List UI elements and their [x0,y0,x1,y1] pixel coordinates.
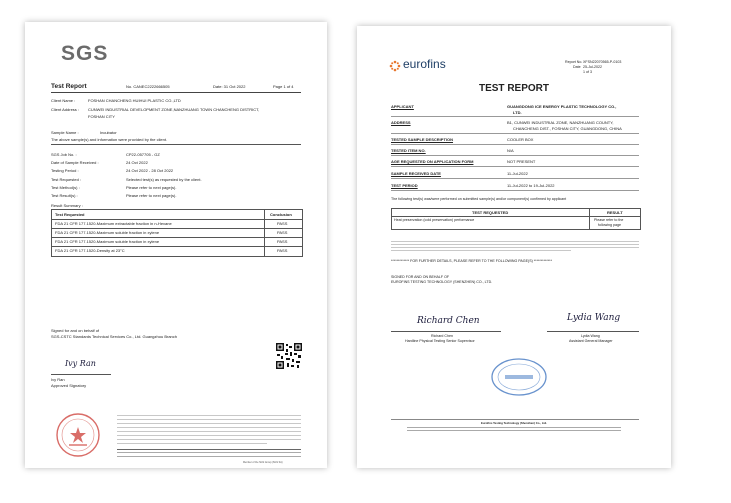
sgs-test-result: Please refer to next page(s). [126,193,177,198]
eurofins-table-header-test: TEST REQUESTED [472,210,509,215]
eurofins-table-row-result-line1: Please refer to the [594,218,624,222]
sgs-page-number: Page 1 of 4 [273,84,294,89]
eurofins-age-label: AGE REQUESTED ON APPLICATION FORM [391,159,474,164]
sgs-report-page [25,22,327,468]
sgs-testing-period: 24 Oct 2022 - 28 Oct 2022 [126,168,174,173]
eurofins-date: 25-Jul-2022 [583,65,602,69]
eurofins-signed-line2: EUROFINS TESTING TECHNOLOGY (SHENZHEN) CO., LTD. [391,280,493,284]
eurofins-applicant-line2: LTD. [513,110,522,115]
sgs-summary-row-2-conclusion: PASS [277,230,288,235]
sgs-sample-name-label: Sample Name : [51,130,79,135]
sgs-summary-label: Result Summary : [51,203,83,208]
sgs-signature: Ivy Ran [65,359,96,368]
eurofins-logo-icon [389,59,401,71]
sgs-testing-period-label: Testing Period : [51,168,79,173]
eurofins-title: TEST REPORT [478,83,549,94]
eurofins-received-label: SAMPLE RECEIVED DATE [391,171,441,176]
sgs-job-no-label: SGS Job No. : [51,152,77,157]
eurofins-sample-desc-label: TESTED SAMPLE DESCRIPTION [391,137,454,142]
eurofins-table-row-test: Heat preservation (cold preservation) performance [394,218,475,222]
eurofins-signature-2: Lydia Wang [567,313,621,323]
eurofins-signature-1: Richard Chen [417,316,480,326]
sgs-summary-row-3-conclusion: PASS [277,239,288,244]
sgs-summary-table [51,209,303,257]
sgs-signatory-name: Ivy Ran [51,377,65,382]
sgs-sample-note: The above sample(s) and information were provided by the client. [51,137,168,142]
sgs-summary-row-2-test: FDA 21 CFR 177.1520-Maximum soluble fraction in xylene [55,230,160,235]
qr-code-icon [275,342,303,370]
eurofins-item-no-label: TESTED ITEM NO. [391,148,426,153]
eurofins-age: NOT PRESENT [507,159,536,164]
eurofins-address-line1: B1, CUNWEI INDUSTRIAL ZONE, NANZHUANG COUNTY, [507,120,614,125]
sgs-date-received: 24 Oct 2022 [126,160,148,165]
eurofins-period-label: TEST PERIOD [391,183,418,188]
eurofins-sig1-name: Richard Chen [431,334,453,338]
sgs-summary-header-test: Test Requested [55,212,85,217]
sgs-job-no: CP22-057705 - GZ [126,152,160,157]
sgs-summary-header-conclusion: Conclusion [270,212,292,217]
sgs-signed-for-line1: Signed for and on behalf of [51,328,100,333]
eurofins-report-no-label: Report No. [565,60,583,64]
eurofins-further-details: ************* FOR FURTHER DETAILS, PLEASE REFER TO THE FOLLOWING PAGE(S) ************* [391,259,552,263]
sgs-summary-row-4-conclusion: PASS [277,248,288,253]
sgs-client-name: FOSHAN CHANCHENG HUIHUI PLASTIC CO.,LTD [88,98,181,103]
eurofins-item-no: N/A [507,148,514,153]
eurofins-page-number: 1 of 3 [583,70,592,74]
eurofins-sig1-title: Hardline Physical Testing Senior Supervisor [405,339,475,343]
eurofins-sample-desc: COOLER BOX [507,137,534,142]
sgs-summary-row-1-test: FDA 21 CFR 177.1520-Maximum extractable fraction in n-Hexane [55,221,172,226]
eurofins-report-page [357,26,671,468]
eurofins-logo: eurofins [403,57,446,71]
sgs-signatory-title: Approved Signatory [51,383,87,388]
eurofins-signed-line1: SIGNED FOR AND ON BEHALF OF [391,275,450,279]
sgs-report-title: Test Report [51,83,87,90]
sgs-summary-row-1-conclusion: PASS [277,221,288,226]
sgs-test-result-label: Test Result(s) : [51,193,78,198]
sgs-client-name-label: Client Name : [51,98,76,103]
eurofins-period: 11-Jul-2022 to 19-Jul-2022 [507,183,555,188]
eurofins-sig2-title: Assistant General Manager [569,339,613,343]
sgs-client-address-line2: FOSHAN CITY [88,114,115,119]
sgs-summary-row-3-test: FDA 21 CFR 177.1520-Maximum soluble fraction in xylene [55,239,160,244]
eurofins-received: 11-Jul-2022 [507,171,528,176]
eurofins-sig2-name: Lydia Wang [581,334,600,338]
sgs-test-requested-label: Test Requested : [51,177,82,182]
sgs-sample-name: Incubator [100,130,117,135]
sgs-test-method-label: Test Method(s) : [51,185,80,190]
eurofins-test-table [391,208,641,230]
sgs-date: Date: 31 Oct 2022 [213,84,246,89]
eurofins-intro: The following test(s) was/were performed on submitted sample(s) and/or component(s) confirmed by applicant [391,197,567,201]
eurofins-seal-stamp-icon [490,357,548,397]
eurofins-applicant-line1: GUANGDONG ICE ENERGY PLASTIC TECHNOLOGY CO., [507,104,617,109]
sgs-seal-stamp-icon [55,412,101,458]
sgs-report-no: No. CANEC2222666505 [126,84,170,89]
eurofins-date-label: Date [573,65,581,69]
sgs-test-requested: Selected test(s) as requested by the client. [126,177,202,182]
eurofins-table-header-result: RESULT [607,210,623,215]
sgs-summary-row-4-test: FDA 21 CFR 177.1520-Density at 23°C [55,248,125,253]
eurofins-report-no: XFSN22070565-P-0103 [583,60,622,64]
eurofins-table-row-result-line2: following page [598,223,621,227]
sgs-footer-member: Member of the SGS Group (SGS SA) [243,461,283,464]
eurofins-address-line2: CHANCHENG DIST., FOSHAN CITY, GUANGDONG, CHINA [513,126,622,131]
eurofins-footer-company: Eurofins Testing Technology (Shenzhen) Co., Ltd. [481,421,547,425]
sgs-logo: SGS [61,42,109,65]
sgs-signed-for-line2: SGS-CSTC Standards Technical Services Co., Ltd. Guangzhou Branch [51,334,177,339]
sgs-test-method: Please refer to next page(s). [126,185,177,190]
eurofins-applicant-label: APPLICANT [391,104,414,109]
sgs-date-received-label: Date of Sample Received : [51,160,99,165]
eurofins-address-label: ADDRESS [391,120,411,125]
sgs-client-address-line1: CUNWEI INDUSTRIAL DEVELOPMENT ZONE,NANZHUANG TOWN CHANCHENG DISTRICT, [88,107,260,112]
sgs-client-address-label: Client Address : [51,107,80,112]
